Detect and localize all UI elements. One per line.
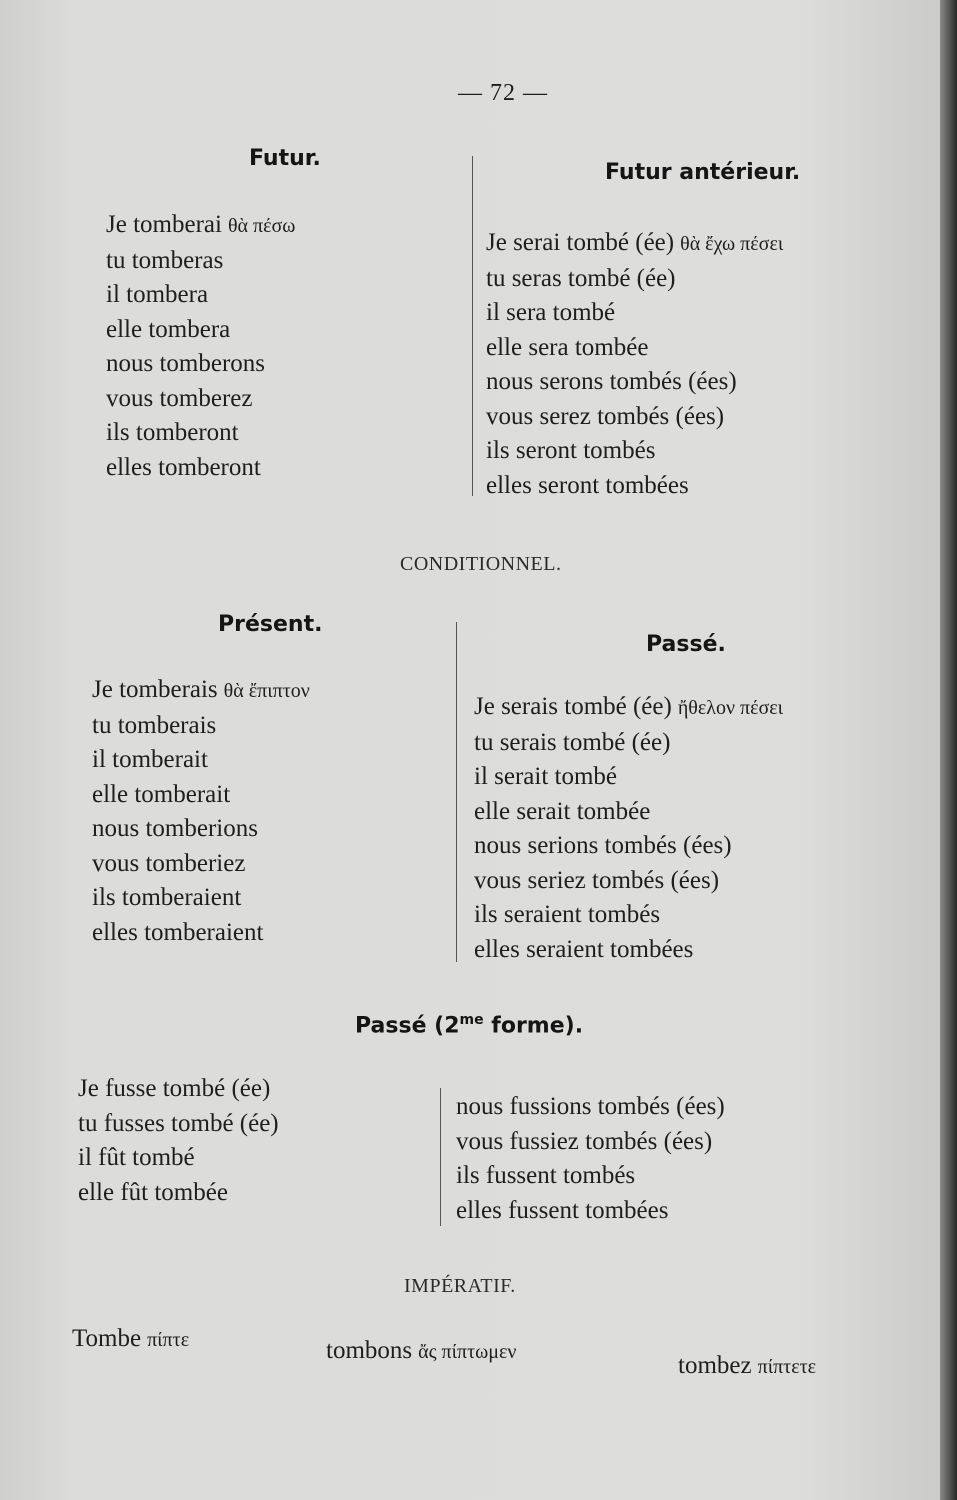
conj-line: vous seriez tombés (ées) [474, 866, 720, 894]
conj-line: tu fusses tombé (ée) [78, 1109, 279, 1137]
conj-line: nous tomberions [92, 815, 258, 842]
greek-translation: ἄς πίπτωμεν [418, 1341, 517, 1363]
greek-translation: πίπτετε [757, 1356, 817, 1378]
conj-line: Je tomberais θὰ ἔπιπτον [92, 676, 310, 703]
conj-line: ils tomberont [106, 419, 239, 446]
conj-line: tu serais tombé (ée) [474, 728, 671, 756]
conj-line: nous serions tombés (ées) [474, 832, 732, 859]
futur-anterieur-conjugation [486, 226, 783, 503]
column-divider [472, 156, 473, 496]
conj-line: Je fusse tombé (ée) [78, 1075, 271, 1102]
conj-line: nous fussions tombés (ées) [456, 1093, 725, 1120]
page-edge [940, 0, 957, 1500]
conj-line: ils fussent tombés [456, 1162, 636, 1189]
conj-line: ils seraient tombés [474, 901, 661, 928]
conj-line: nous serons tombés (ées) [486, 368, 737, 395]
conj-line: il tomberait [92, 746, 208, 773]
passe-2e-forme-right [456, 1090, 725, 1228]
conj-line: tu seras tombé (ée) [486, 264, 676, 292]
conj-line: elles seraient tombées [474, 935, 694, 963]
conj-line: vous serez tombés (ées) [486, 402, 725, 430]
imperatif-item: Tombe πίπτε [72, 1325, 190, 1352]
conj-line: elle serait tombée [474, 797, 651, 825]
conj-line: elle tomberait [92, 780, 231, 808]
futur-anterieur-heading: Futur antérieur. [605, 160, 801, 185]
imperatif-heading: IMPÉRATIF. [404, 1275, 516, 1297]
conj-line: tu tomberais [92, 711, 217, 739]
passe-conjugation [474, 690, 783, 967]
imperatif-item: tombez πίπτετε [678, 1352, 817, 1379]
greek-translation: πίπτε [147, 1329, 190, 1351]
page-number: — 72 — [458, 80, 548, 106]
conj-line: Je tomberai θὰ πέσω [106, 211, 296, 238]
conj-line: Je serais tombé (ée) ἤθελον πέσει [474, 693, 784, 720]
conj-line: elles fussent tombées [456, 1196, 669, 1224]
conj-line: elles tomberont [106, 453, 261, 481]
passe-2e-forme-left [78, 1072, 279, 1210]
conj-line: il serait tombé [474, 763, 618, 790]
conj-line: elle fût tombée [78, 1178, 228, 1206]
conj-line: vous tomberiez [92, 849, 246, 877]
conditionnel-heading: CONDITIONNEL. [400, 553, 562, 575]
conj-line: ils tomberaient [92, 884, 242, 911]
present-conjugation [92, 673, 310, 950]
greek-translation: θὰ ἔχω πέσει [680, 233, 784, 255]
conj-line: vous fussiez tombés (ées) [456, 1127, 713, 1155]
conj-line: tu tomberas [106, 246, 224, 274]
conj-line: il tombera [106, 281, 209, 308]
column-divider [456, 622, 457, 962]
conj-line: Je serai tombé (ée) θὰ ἔχω πέσει [486, 229, 784, 256]
conj-line: elles seront tombées [486, 471, 689, 499]
conj-line: elles tomberaient [92, 918, 264, 946]
conj-line: elle tombera [106, 315, 231, 343]
conj-line: il sera tombé [486, 299, 616, 326]
imperatif-item: tombons ἄς πίπτωμεν [326, 1337, 517, 1364]
futur-conjugation [106, 208, 295, 485]
present-heading: Présent. [218, 612, 323, 637]
passe-heading: Passé. [646, 632, 726, 657]
conj-line: il fût tombé [78, 1144, 195, 1171]
greek-translation: ἤθελον πέσει [677, 697, 784, 719]
column-divider [440, 1088, 441, 1226]
conj-line: ils seront tombés [486, 437, 656, 464]
conj-line: vous tomberez [106, 384, 253, 412]
futur-heading: Futur. [249, 146, 321, 171]
conj-line: elle sera tombée [486, 333, 649, 361]
greek-translation: θὰ ἔπιπτον [223, 680, 310, 702]
conj-line: nous tomberons [106, 350, 266, 377]
passe-2e-forme-heading: Passé ($2^{me}$ forme). [355, 1012, 584, 1039]
greek-translation: θὰ πέσω [227, 215, 296, 237]
